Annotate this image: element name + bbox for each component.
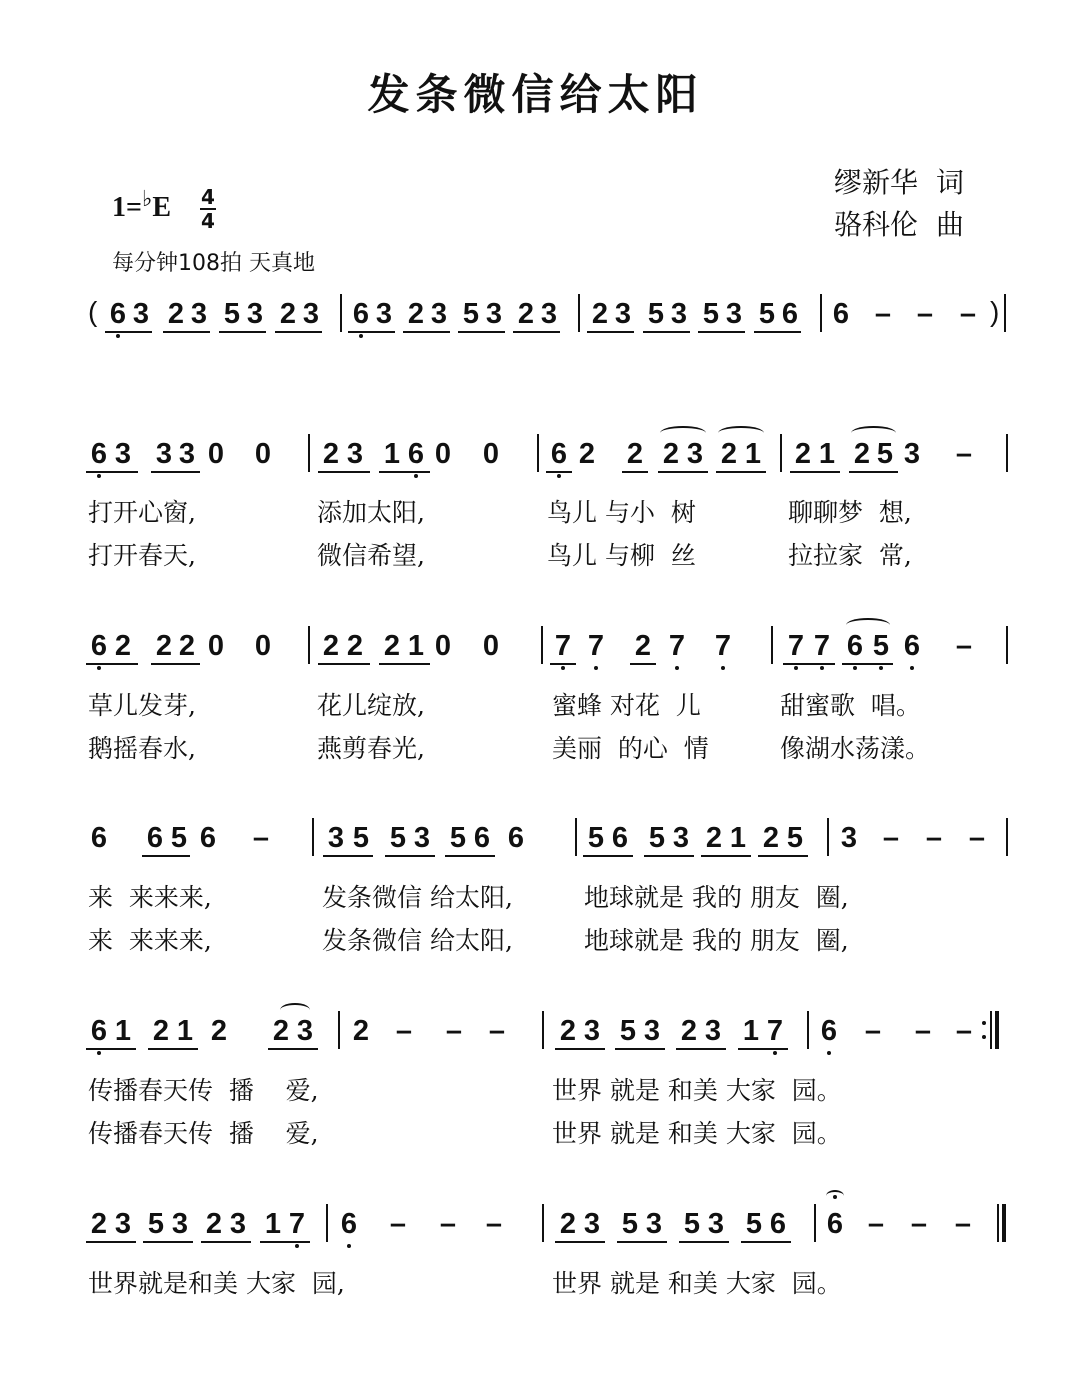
note: 7 — [286, 1208, 308, 1240]
note: – — [439, 1208, 457, 1240]
lyric-text: 燕剪春光, — [317, 734, 425, 763]
note: 2 — [167, 298, 185, 330]
note: 6 — [844, 630, 866, 662]
beam-underline — [643, 331, 690, 333]
note: 5 — [389, 822, 407, 854]
note: – — [445, 1015, 463, 1047]
barline — [308, 626, 310, 664]
note: 6 — [473, 822, 491, 854]
note: 5 — [147, 1208, 165, 1240]
note: 0 — [254, 438, 272, 470]
note: 2 — [853, 438, 871, 470]
note: – — [395, 1015, 413, 1047]
note: 2 — [322, 438, 340, 470]
beam-underline — [679, 1241, 729, 1243]
note: 5 — [223, 298, 241, 330]
barline — [820, 294, 822, 332]
beam-underline — [86, 1241, 136, 1243]
lyric-text: 传播春天传 播 爱, — [88, 1119, 319, 1148]
note: 6 — [507, 822, 525, 854]
note: 6 — [769, 1208, 787, 1240]
note: – — [968, 822, 986, 854]
beam-underline — [105, 331, 152, 333]
beam-underline — [403, 331, 450, 333]
note: 6 — [90, 822, 108, 854]
note: 1 — [114, 1015, 132, 1047]
note: 0 — [434, 630, 452, 662]
beam-underline — [555, 1241, 605, 1243]
note: 3 — [725, 298, 743, 330]
note: 3 — [903, 438, 921, 470]
lyric-text: 地球就是 我的 朋友 圈, — [584, 883, 849, 912]
beam-underline — [790, 471, 840, 473]
note: 6 — [901, 630, 923, 662]
note: 2 — [720, 438, 738, 470]
barline — [1004, 294, 1006, 332]
repeat-dots-icon — [982, 1021, 986, 1025]
note: 1 — [744, 438, 762, 470]
note: – — [488, 1015, 506, 1047]
note: 6 — [832, 298, 850, 330]
lyric-text: 添加太阳, — [317, 498, 425, 527]
note: 0 — [207, 630, 225, 662]
beam-underline — [754, 331, 801, 333]
note: 6 — [88, 438, 110, 470]
tempo-marking: 每分钟108拍 天真地 — [112, 251, 315, 276]
note: 1 — [742, 1015, 760, 1047]
note: – — [914, 1015, 932, 1047]
flat-icon: ♭ — [141, 186, 153, 211]
note: 6 — [781, 298, 799, 330]
lyricist-role: 词 — [936, 166, 965, 199]
note: 6 — [338, 1208, 360, 1240]
note: 5 — [352, 822, 370, 854]
slur-arc — [660, 426, 706, 440]
beam-underline — [275, 331, 322, 333]
note: 2 — [210, 1015, 228, 1047]
beam-underline — [445, 855, 495, 857]
note: 2 — [352, 1015, 370, 1047]
note: 5 — [170, 822, 188, 854]
time-signature — [200, 186, 216, 232]
note: 5 — [745, 1208, 763, 1240]
lyric-text: 地球就是 我的 朋友 圈, — [584, 926, 849, 955]
note: 2 — [626, 438, 644, 470]
note: 7 — [764, 1015, 786, 1047]
final-thick-barline — [1002, 1204, 1006, 1242]
note: 2 — [634, 630, 652, 662]
note: – — [910, 1208, 928, 1240]
lyric-text: 发条微信 给太阳, — [322, 883, 513, 912]
note: 2 — [762, 822, 780, 854]
beam-underline — [379, 663, 430, 665]
lyric-text: 像湖水荡漾。 — [780, 734, 931, 763]
note: 2 — [90, 1208, 108, 1240]
note: 3 — [485, 298, 503, 330]
repeat-end-thin-barline — [990, 1011, 992, 1049]
lyric-text: 发条微信 给太阳, — [322, 926, 513, 955]
note: – — [882, 822, 900, 854]
note: – — [955, 1015, 973, 1047]
note: 2 — [322, 630, 340, 662]
note: – — [252, 822, 270, 854]
beam-underline — [385, 855, 435, 857]
lyric-text: 甜蜜歌 唱。 — [780, 691, 921, 720]
beam-underline — [758, 855, 808, 857]
lyric-text: 鸟儿 与柳 丝 — [547, 541, 696, 570]
note: 2 — [152, 1015, 170, 1047]
note: 1 — [176, 1015, 194, 1047]
barline — [542, 1011, 544, 1049]
beam-underline — [513, 331, 560, 333]
note: 6 — [818, 1015, 840, 1047]
lyric-text: 世界 就是 和美 大家 园。 — [552, 1076, 842, 1105]
note: 2 — [114, 630, 132, 662]
beam-underline — [716, 471, 766, 473]
note: 5 — [449, 822, 467, 854]
final-thin-barline — [997, 1204, 999, 1242]
note: 3 — [583, 1208, 601, 1240]
beam-underline — [741, 1241, 791, 1243]
slur-arc — [846, 618, 890, 632]
note: 2 — [279, 298, 297, 330]
note: 3 — [327, 822, 345, 854]
beam-underline — [676, 1048, 726, 1050]
note: 0 — [482, 630, 500, 662]
note: 5 — [683, 1208, 701, 1240]
beam-underline — [142, 855, 190, 857]
barline — [771, 626, 773, 664]
barline — [578, 294, 580, 332]
note: 3 — [132, 298, 150, 330]
beam-underline — [546, 471, 572, 473]
beam-underline — [260, 1241, 310, 1243]
time-denominator: 4 — [201, 209, 215, 233]
lyric-text: 拉拉家 常, — [788, 541, 912, 570]
note: 5 — [876, 438, 894, 470]
barline — [338, 1011, 340, 1049]
lyric-text: 世界就是和美 大家 园, — [88, 1269, 345, 1298]
lyric-text: 打开春天, — [88, 541, 196, 570]
note: 7 — [785, 630, 807, 662]
time-numerator: 4 — [201, 185, 215, 209]
beam-underline — [323, 855, 373, 857]
note: 3 — [643, 1015, 661, 1047]
note: 3 — [704, 1015, 722, 1047]
note: 3 — [672, 822, 690, 854]
barline — [1006, 434, 1008, 472]
note: – — [867, 1208, 885, 1240]
note: 5 — [621, 1208, 639, 1240]
beam-underline — [458, 331, 505, 333]
note: – — [959, 298, 977, 330]
note: 1 — [264, 1208, 282, 1240]
note: 3 — [155, 438, 173, 470]
barline — [575, 818, 577, 856]
note: – — [874, 298, 892, 330]
credits — [834, 162, 964, 246]
note: 3 — [296, 1015, 314, 1047]
beam-underline — [630, 663, 656, 665]
barline — [1006, 626, 1008, 664]
note: – — [864, 1015, 882, 1047]
note: 3 — [707, 1208, 725, 1240]
note: – — [389, 1208, 407, 1240]
beam-underline — [698, 331, 745, 333]
beam-underline — [148, 1048, 198, 1050]
note: 2 — [559, 1208, 577, 1240]
beam-underline — [658, 471, 708, 473]
beam-underline — [219, 331, 266, 333]
beam-underline — [738, 1048, 788, 1050]
repeat-dots-icon — [982, 1035, 986, 1039]
note: 2 — [205, 1208, 223, 1240]
note: 5 — [758, 298, 776, 330]
note: 7 — [666, 630, 688, 662]
lyricist-credit — [834, 162, 964, 204]
beam-underline — [318, 471, 370, 473]
note: 5 — [870, 630, 892, 662]
beam-underline — [86, 1048, 136, 1050]
beam-underline — [201, 1241, 251, 1243]
key-note: E — [152, 192, 172, 223]
note: 3 — [430, 298, 448, 330]
note: 3 — [171, 1208, 189, 1240]
note: 5 — [648, 822, 666, 854]
beam-underline — [644, 855, 694, 857]
beam-underline — [615, 1048, 665, 1050]
note: 6 — [405, 438, 427, 470]
barline — [1006, 818, 1008, 856]
barline — [814, 1204, 816, 1242]
note: 2 — [383, 630, 401, 662]
beam-underline — [842, 663, 893, 665]
barline — [827, 818, 829, 856]
note: 2 — [272, 1015, 290, 1047]
lyric-text: 来 来来来, — [88, 926, 212, 955]
barline — [340, 294, 342, 332]
lyric-text: 草儿发芽, — [88, 691, 196, 720]
note: 7 — [585, 630, 607, 662]
note: 6 — [548, 438, 570, 470]
barline — [541, 626, 543, 664]
note: 2 — [591, 298, 609, 330]
note: 5 — [587, 822, 605, 854]
note: 2 — [680, 1015, 698, 1047]
note: 5 — [702, 298, 720, 330]
note: 3 — [583, 1015, 601, 1047]
lyric-text: 传播春天传 播 爱, — [88, 1076, 319, 1105]
lyric-text: 花儿绽放, — [317, 691, 425, 720]
note: 2 — [662, 438, 680, 470]
note: 6 — [350, 298, 372, 330]
note: 5 — [619, 1015, 637, 1047]
note: 3 — [540, 298, 558, 330]
beam-underline — [849, 471, 898, 473]
lyric-text: 鸟儿 与小 树 — [547, 498, 696, 527]
beam-underline — [163, 331, 210, 333]
note: 3 — [178, 438, 196, 470]
note: 3 — [246, 298, 264, 330]
barline — [308, 434, 310, 472]
note: 3 — [114, 1208, 132, 1240]
note: 6 — [88, 630, 110, 662]
lyric-text: 蜜蜂 对花 儿 — [552, 691, 701, 720]
note: – — [916, 298, 934, 330]
composer-credit — [834, 204, 964, 246]
note: 2 — [346, 630, 364, 662]
note: 2 — [517, 298, 535, 330]
slur-arc — [718, 426, 764, 440]
barline — [312, 818, 314, 856]
barline — [537, 434, 539, 472]
lyric-text: 世界 就是 和美 大家 园。 — [552, 1119, 842, 1148]
beam-underline — [587, 331, 634, 333]
beam-underline — [143, 1241, 193, 1243]
note: – — [954, 1208, 972, 1240]
beam-underline — [555, 1048, 605, 1050]
key-signature — [112, 186, 172, 224]
beam-underline — [348, 331, 395, 333]
note: 7 — [712, 630, 734, 662]
note: 2 — [155, 630, 173, 662]
lyric-text: 聊聊梦 想, — [788, 498, 912, 527]
beam-underline — [379, 471, 430, 473]
fermata-icon — [826, 1190, 844, 1202]
beam-underline — [86, 471, 138, 473]
note: 3 — [346, 438, 364, 470]
note: 2 — [794, 438, 812, 470]
composer-name: 骆科伦 — [834, 208, 919, 241]
barline — [542, 1204, 544, 1242]
note: 5 — [462, 298, 480, 330]
note: 3 — [229, 1208, 247, 1240]
note: 0 — [482, 438, 500, 470]
note: 1 — [729, 822, 747, 854]
note: 6 — [107, 298, 129, 330]
note: 5 — [647, 298, 665, 330]
note: 0 — [254, 630, 272, 662]
note: 1 — [407, 630, 425, 662]
beam-underline — [86, 663, 138, 665]
composer-role: 曲 — [936, 208, 965, 241]
note: 2 — [559, 1015, 577, 1047]
note: 7 — [811, 630, 833, 662]
beam-underline — [268, 1048, 318, 1050]
note: 3 — [686, 438, 704, 470]
note: 2 — [407, 298, 425, 330]
note: 2 — [178, 630, 196, 662]
note: 1 — [383, 438, 401, 470]
note: 6 — [826, 1208, 844, 1240]
lyric-text: 打开心窗, — [88, 498, 196, 527]
note: 2 — [578, 438, 596, 470]
barline — [326, 1204, 328, 1242]
lyric-text: 世界 就是 和美 大家 园。 — [552, 1269, 842, 1298]
song-title: 发条微信给太阳 — [367, 70, 704, 119]
beam-underline — [151, 663, 200, 665]
note: 6 — [611, 822, 629, 854]
beam-underline — [617, 1241, 667, 1243]
note: – — [485, 1208, 503, 1240]
repeat-end-thick-barline — [995, 1011, 999, 1049]
close-parenthesis: ) — [990, 296, 1000, 327]
note: – — [955, 438, 973, 470]
open-parenthesis: ( — [88, 296, 98, 327]
lyric-text: 美丽 的心 情 — [552, 734, 709, 763]
note: – — [925, 822, 943, 854]
beam-underline — [622, 471, 648, 473]
beam-underline — [318, 663, 370, 665]
note: 3 — [375, 298, 393, 330]
beam-underline — [151, 471, 200, 473]
note: 3 — [670, 298, 688, 330]
note: 3 — [302, 298, 320, 330]
lyric-text: 微信希望, — [317, 541, 425, 570]
note: 3 — [190, 298, 208, 330]
note: 6 — [199, 822, 217, 854]
beam-underline — [583, 855, 633, 857]
beam-underline — [550, 663, 576, 665]
note: 3 — [840, 822, 858, 854]
note: 7 — [552, 630, 574, 662]
note: 0 — [434, 438, 452, 470]
note: 6 — [146, 822, 164, 854]
barline — [807, 1011, 809, 1049]
key-prefix: 1= — [112, 192, 142, 223]
slur-arc — [280, 1003, 310, 1017]
note: 6 — [88, 1015, 110, 1047]
lyric-text: 鹅摇春水, — [88, 734, 196, 763]
slur-arc — [851, 426, 896, 440]
beam-underline — [783, 663, 835, 665]
note: 3 — [614, 298, 632, 330]
barline — [780, 434, 782, 472]
lyricist-name: 缪新华 — [834, 166, 919, 199]
note: 0 — [207, 438, 225, 470]
note: 3 — [413, 822, 431, 854]
note: – — [955, 630, 973, 662]
lyric-text: 来 来来来, — [88, 883, 212, 912]
note: 2 — [705, 822, 723, 854]
note: 5 — [786, 822, 804, 854]
note: 1 — [818, 438, 836, 470]
beam-underline — [701, 855, 751, 857]
note: 3 — [645, 1208, 663, 1240]
note: 3 — [114, 438, 132, 470]
